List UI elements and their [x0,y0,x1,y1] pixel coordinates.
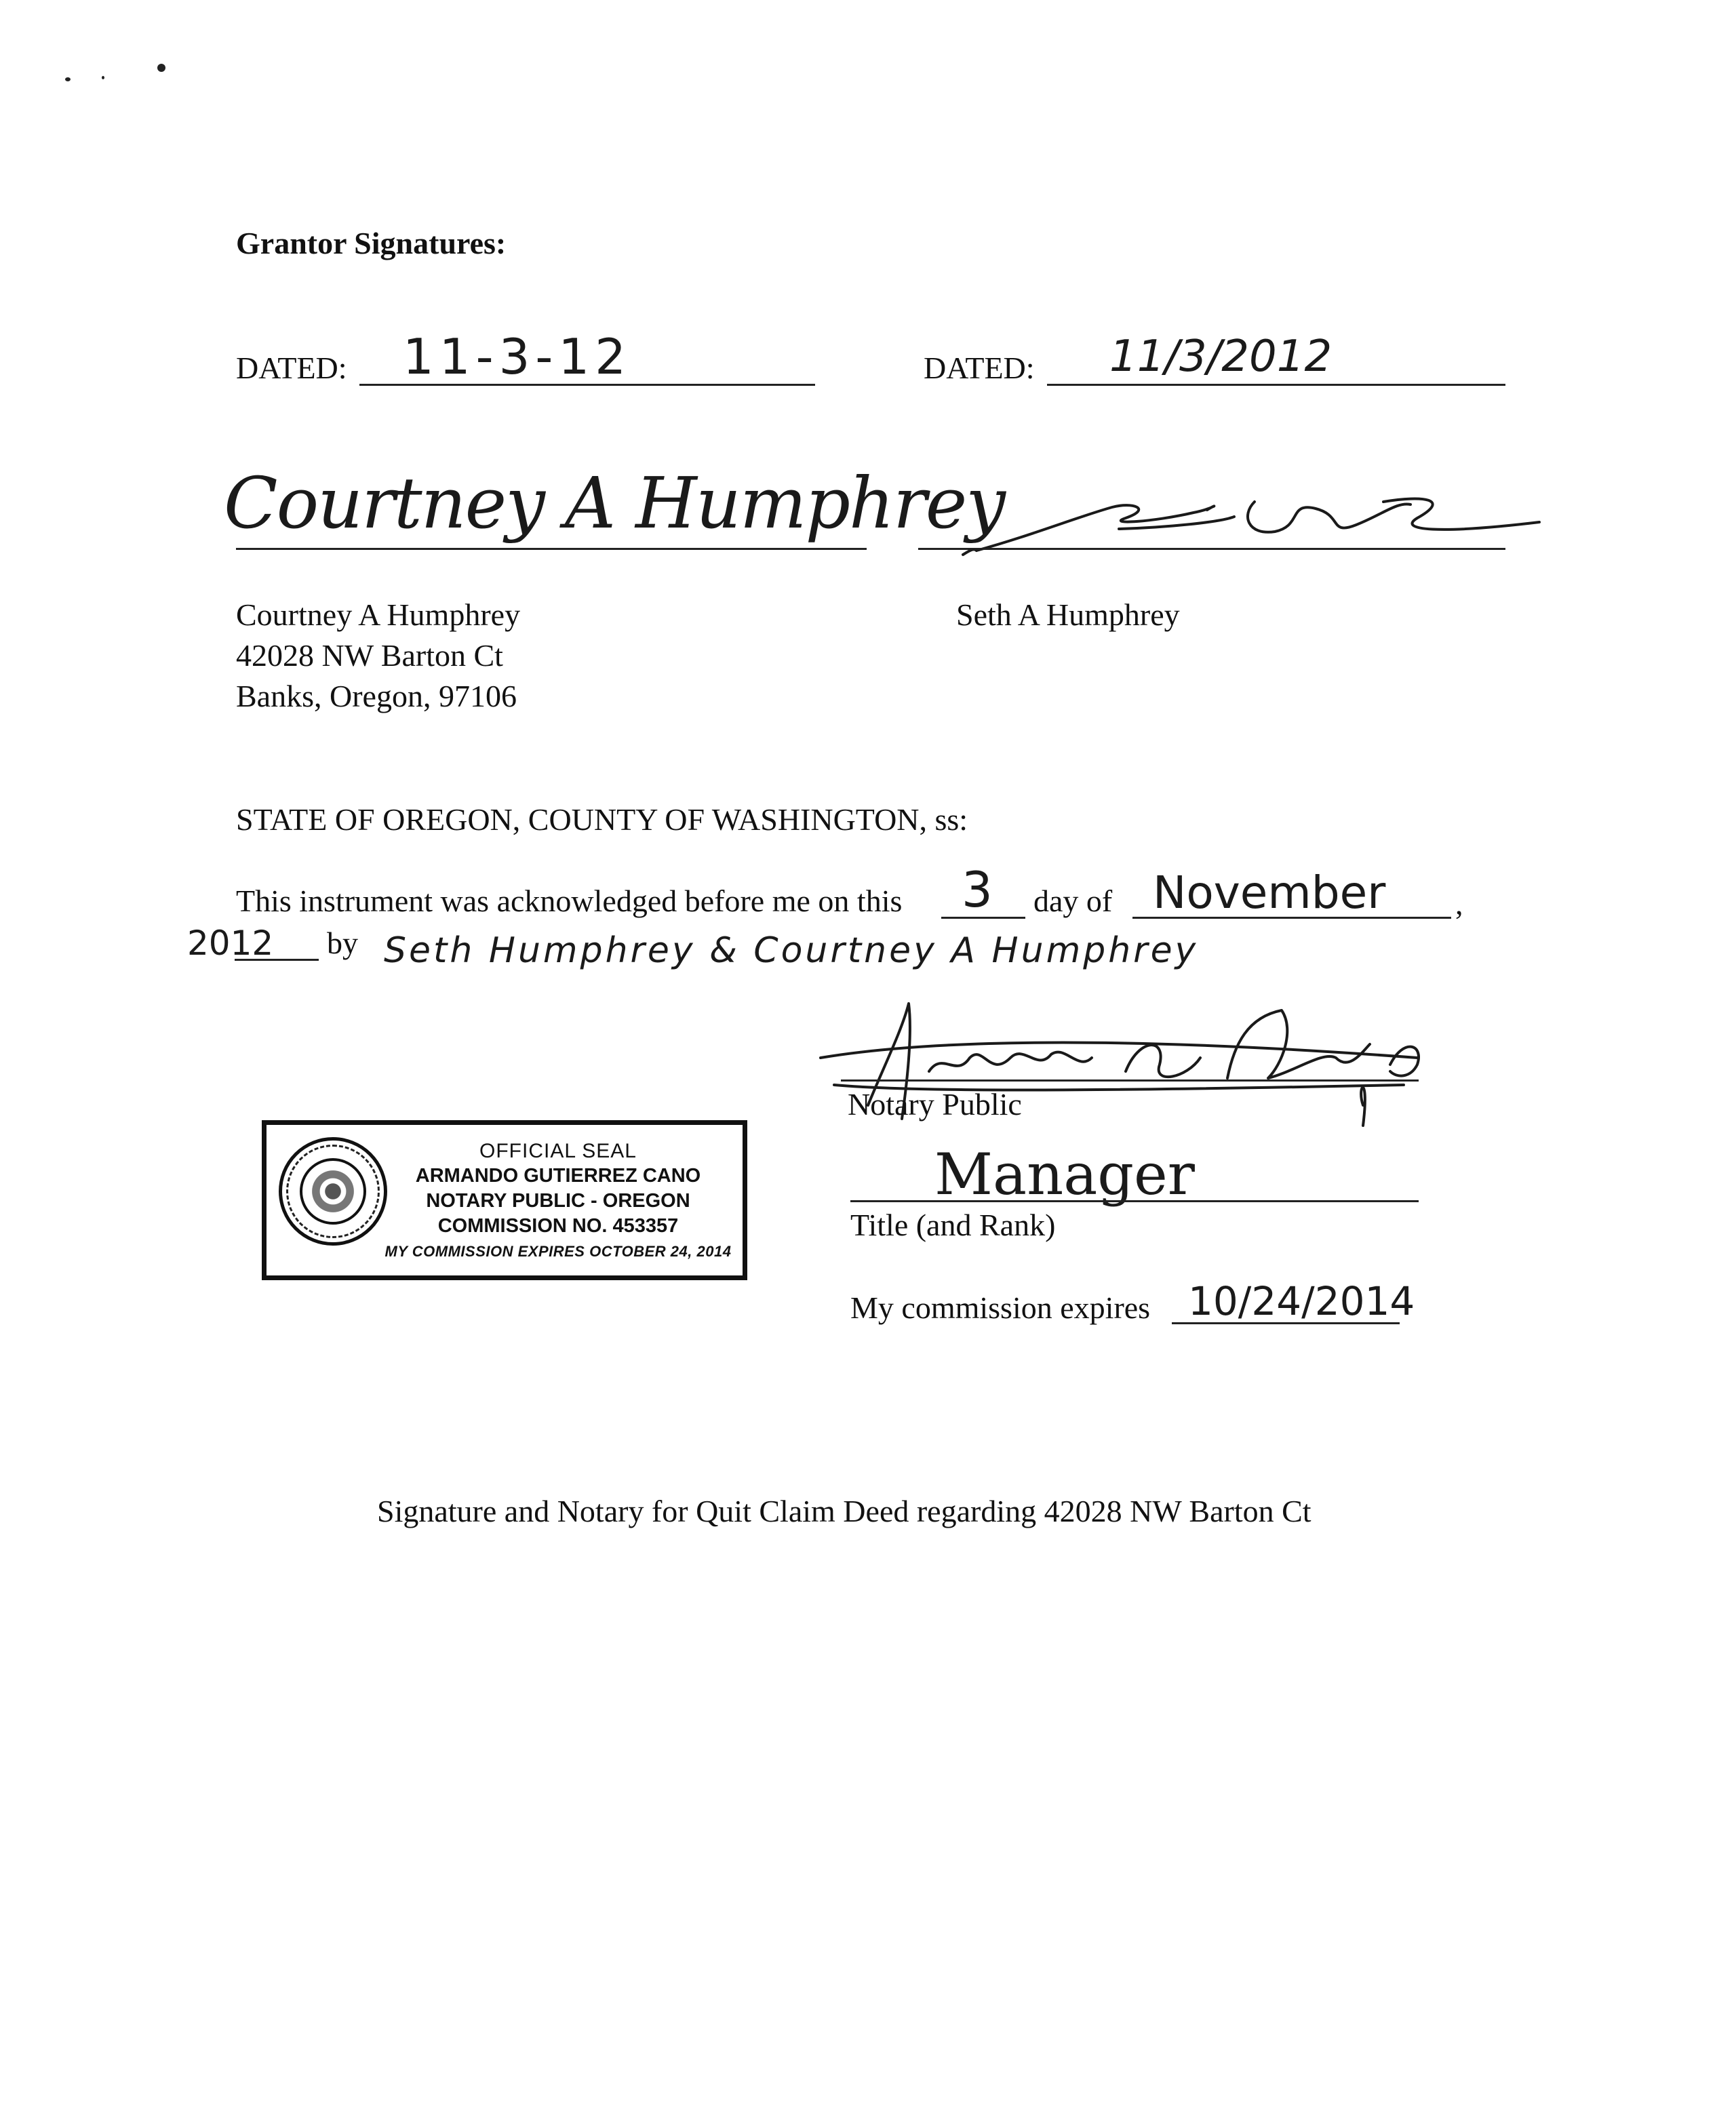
grantor2-signature [949,475,1539,570]
grantor1-signature: Courtney A Humphrey [224,462,1005,544]
grantor1-date-handwritten: 11-3-12 [403,328,632,385]
ack-month-handwritten: November [1153,867,1386,919]
venue-line: STATE OF OREGON, COUNTY OF WASHINGTON, ss: [236,802,968,837]
ack-text-before-day: This instrument was acknowledged before me on this [236,884,903,918]
commission-date-handwritten: 10/24/2014 [1188,1278,1415,1324]
grantor1-name: Courtney A Humphrey [236,597,521,632]
ack-text-day-of: day of [1033,884,1113,918]
oregon-state-seal-emblem [279,1137,387,1246]
scan-speck [102,76,104,79]
grantor1-address-line1: 42028 NW Barton Ct [236,638,503,673]
seal-line-4: COMMISSION NO. 453357 [437,1215,679,1237]
dated-line-right [1047,384,1505,386]
title-line [850,1200,1419,1202]
seal-text-block [382,1138,734,1264]
ack-day-handwritten: 3 [962,861,993,918]
dated-label-left: DATED: [236,351,347,385]
seal-line-2: ARMANDO GUTIERREZ CANO [415,1165,701,1187]
grantor-signatures-heading: Grantor Signatures: [236,226,507,260]
notary-title-handwritten: Manager [934,1141,1195,1208]
ack-by-label: by [327,926,358,960]
scan-speck [157,64,165,72]
seal-center [300,1158,366,1225]
dated-label-right: DATED: [924,351,1035,385]
notary-signature-line [841,1079,1419,1082]
document-footer-caption: Signature and Notary for Quit Claim Deed regarding 42028 NW Barton Ct [377,1494,1311,1528]
grantor1-address-line2: Banks, Oregon, 97106 [236,679,517,713]
ack-comma: , [1455,886,1463,921]
seal-line-3: NOTARY PUBLIC - OREGON [426,1190,690,1212]
ack-year-handwritten: 2012 [187,924,274,963]
official-notary-seal [262,1120,747,1280]
commission-expires-label: My commission expires [850,1290,1151,1325]
notary-public-label: Notary Public [848,1087,1022,1122]
seal-line-5: MY COMMISSION EXPIRES OCTOBER 24, 2014 [384,1243,732,1260]
signature-line-left [236,548,867,550]
seal-line-1: OFFICIAL SEAL [479,1140,637,1162]
scan-speck [65,77,71,81]
ack-parties-handwritten: Seth Humphrey & Courtney A Humphrey [384,930,1199,971]
signature-line-right [918,548,1505,550]
ack-year-line [235,959,319,961]
title-rank-label: Title (and Rank) [850,1208,1056,1242]
grantor2-date-handwritten: 11/3/2012 [1109,332,1333,382]
grantor2-name: Seth A Humphrey [956,597,1180,632]
